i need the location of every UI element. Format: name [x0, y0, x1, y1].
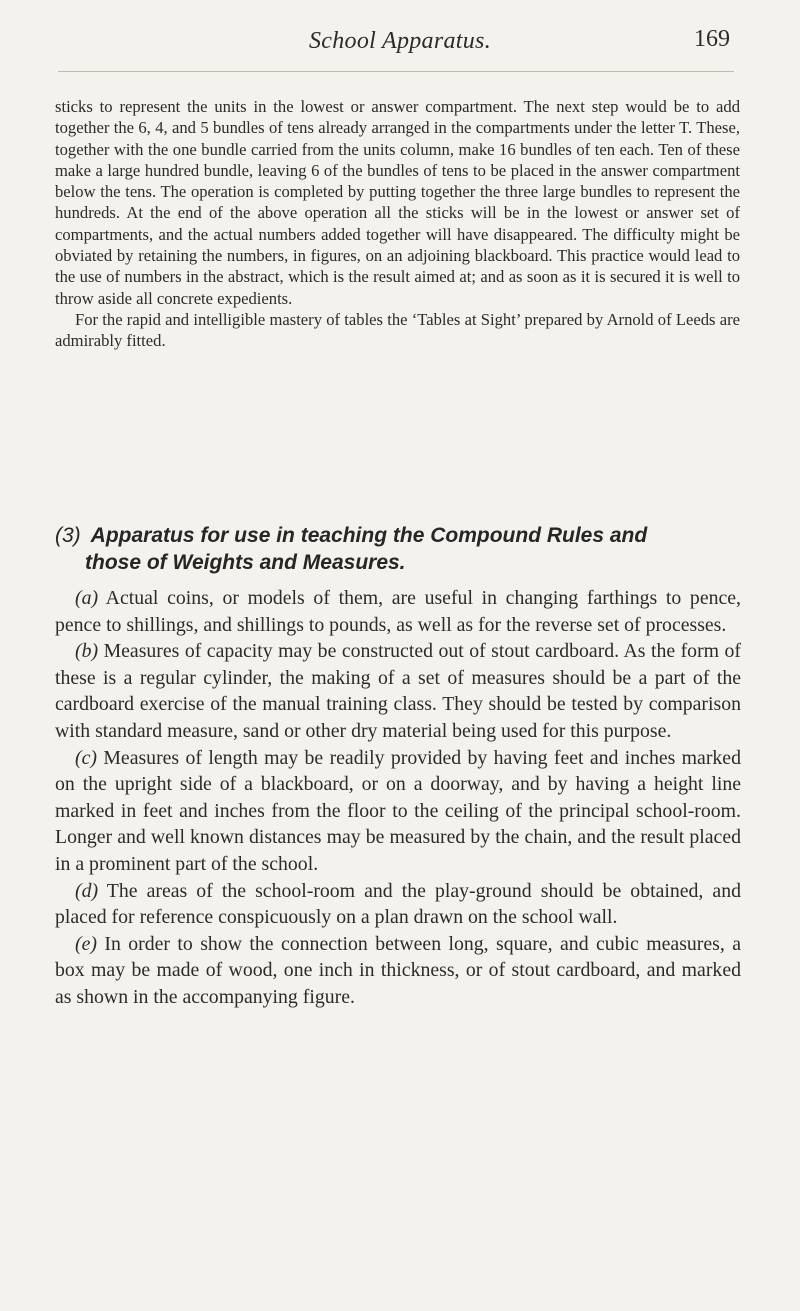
page-header	[0, 22, 800, 62]
section-title-line-2: those of Weights and Measures.	[85, 551, 406, 574]
section-items	[55, 585, 741, 1011]
list-item	[55, 638, 741, 744]
list-item	[55, 878, 741, 931]
item-text: The areas of the school-room and the play-ground should be obtained, and placed for reference conspicuously on a plan drawn on the school wall.	[55, 879, 741, 929]
header-rule	[58, 71, 734, 72]
list-item	[55, 931, 741, 1011]
item-label: (a)	[75, 587, 99, 609]
list-item	[55, 585, 741, 638]
item-label: (d)	[75, 879, 99, 902]
item-text: Actual coins, or models of them, are useful in changing farthings to pence, pence to shillings, and shillings to pounds, as well as for the reverse set of processes.	[55, 587, 741, 636]
page-number: 169	[694, 26, 730, 52]
item-label: (c)	[75, 746, 97, 769]
paragraph: sticks to represent the units in the lowest or answer compartment. The next step would be to add together the 6, 4, and 5 bundles of tens already arranged in the compartments under the letter T. These, together with the one bundle carried from the units column, make 16 bundles of ten each. Ten of these make a large hundred bundle, leaving 6 of the bundles of tens to be placed in the answer compartment below the tens. The operation is completed by putting together the three large bundles to represent the hundreds. At the end of the above operation all the sticks will be in the lowest or answer set of compartments, and the actual numbers added together will have disappeared. The difficulty might be obviated by retaining the numbers, in figures, on an adjoining blackboard. This practice would lead to the use of numbers in the abstract, which is the result aimed at; and as soon as it is secured it is well to throw aside all concrete expedients.	[55, 97, 740, 308]
paragraph: For the rapid and intelligible mastery of tables the ‘Tables at Sight’ prepared by Arnold of Leeds are admirably fitted.	[55, 309, 740, 351]
item-text: In order to show the connection between long, square, and cubic measures, a box may be made of wood, one inch in thickness, or of stout cardboard, and marked as shown in the accompanying figure.	[55, 932, 741, 1008]
section-number: (3)	[55, 524, 81, 547]
item-text: Measures of length may be readily provided by having feet and inches marked on the upright side of a blackboard, or on a doorway, and by having a height line marked in feet and inches from the floor to the ceiling of the principal school-room. Longer and well known distances may be measured by the chain, and the result placed in a prominent part of the school.	[55, 746, 741, 875]
item-label: (e)	[75, 932, 97, 955]
intro-text	[55, 96, 740, 352]
section-heading	[55, 522, 745, 576]
item-text: Measures of capacity may be constructed out of stout cardboard. As the form of these is a regular cylinder, the making of a set of measures should be a part of the cardboard exercise of the manual training class. They should be tested by comparison with standard measure, sand or other dry material being used for this purpose.	[55, 640, 742, 742]
running-title: School Apparatus.	[309, 28, 491, 54]
section-title-line-1: Apparatus for use in teaching the Compound Rules and	[90, 524, 648, 547]
item-label: (b)	[75, 640, 99, 663]
list-item	[55, 745, 741, 878]
